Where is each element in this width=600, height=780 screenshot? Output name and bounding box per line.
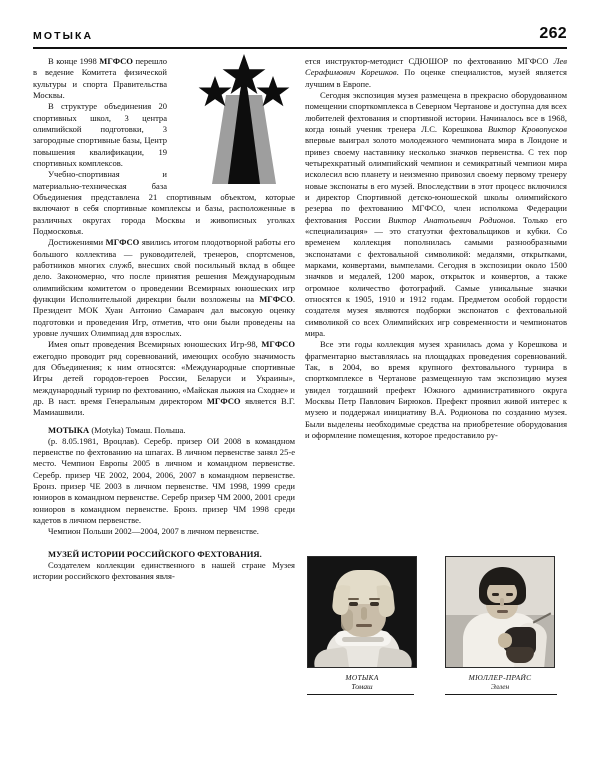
achievements-part-a: Достижениями xyxy=(48,237,106,248)
achievements-part-c: . Президент МОК Хуан Антонио Самаранч дал высокую оценку подготовки и проведения Игр, отметив, что они были проведены на уровне лучших Олимпиад для взрослых. xyxy=(33,293,295,338)
entry-spacer-2 xyxy=(33,538,295,549)
photo-muller-preis-ellen xyxy=(445,556,555,668)
entry-museum-body: Создателем коллекции единственного в нашей стране Музея истории российского фехтования явля- xyxy=(33,560,295,582)
photo-motyka-tomasz xyxy=(307,556,417,668)
competitions-part-b: ежегодно проводит ряд соревнований, имеющих особую значимость для Объединения; к ним относятся: «Международные спортивные Игры детей городов-героев России, Беларуси и Украины», международный турнир по фехтованию, «Майская лыжня на Сходне» и др. В наст. время Генеральным директором xyxy=(33,350,295,406)
bold-mgfso-4: МГФСО xyxy=(261,339,295,350)
name-rodionov: Виктор Анатольевич Родионов xyxy=(388,214,514,225)
emblem-text-wrap-spacer xyxy=(173,56,295,189)
exposition-part-c: . Только его «специализация» — это статуэтки фехтовальщиков и кубки. Со временем коллекция пополнилась самыми разнообразными экспонатами с фехтовальной символикой: медалями, открытками, марками, конвертами, вымпелами. Сегодня в экспозиции около 1500 значков и медалей, 1200 марок, открыток и конвертов, а также огромное количество фотографий. Самые уникальные значки относятся к 1905, 1910 и 1912 годам. Предметом особой гордости создателя музея являются подборки экспонатов с фехтовальной символикой со всех Олимпийских игр современности и чемпионатов мира. xyxy=(305,214,567,338)
caption-surname: МЮЛЛЕР-ПРАЙС xyxy=(468,673,532,682)
name-koreshkov: Лев Серафимович Корешков xyxy=(305,56,567,78)
curator-part-a: ется инструктор-методист СДЮШОР по фехтованию МГФСО xyxy=(305,56,554,66)
entry-motyka-body-2: Чемпион Польши 2002—2004, 2007 в личном первенстве. xyxy=(48,526,259,537)
figure-group xyxy=(305,556,567,716)
paragraph-museum-curator xyxy=(305,56,567,90)
right-text-column xyxy=(305,56,567,441)
curator-part-b: . По оценке специалистов, музей является лучшим в Европе. xyxy=(305,67,567,89)
entry-museum xyxy=(33,549,295,560)
achievements-part-b: явились итогом плодотворной работы его большого коллектива — руководителей, тренеров, спортсменов, работников многих служб, внесших свой посильный вклад в общее дело. Закономерно, что после принятия решения Международным олимпийским комитетом о проведении Всемирных юношеских игр функции Исполнительной дирекции были возложены на xyxy=(33,237,295,304)
entry-museum-headword: МУЗЕЙ ИСТОРИИ РОССИЙСКОГО ФЕХТОВАНИЯ. xyxy=(48,548,262,559)
competitions-part-c: является В.Г. Мамиашвили. xyxy=(33,395,295,418)
exposition-part-a: Сегодня экспозиция музея размещена в прекрасно оборудованном помещении спорткомплекса в Северном Чертанове и доступна для всех любителей фехтования и спортивной истории. Начиналось все в 1968, когда юный ученик тренера Л.С. Корешкова xyxy=(305,89,567,134)
figure-rule xyxy=(445,694,557,695)
paragraph-competitions xyxy=(33,339,295,418)
paragraph-training-base: Учебно-спортивная и материально-техническая база Объединения представлена 21 спортивным объектом, которые включают в себя спортивные комплексы и базы, расположенные в различных округах города Москвы и живописных уголках Подмосковья. xyxy=(33,169,295,236)
name-krovopuskov: Виктор Кровопусков xyxy=(487,123,567,134)
bold-mgfso: МГФСО xyxy=(99,56,133,66)
running-head-title: МОТЫКА xyxy=(33,30,94,42)
figure-caption-muller-preis xyxy=(445,673,555,692)
figure-rule xyxy=(307,694,414,695)
entry-motyka-headword: МОТЫКА xyxy=(48,424,90,435)
entry-motyka-lead: (Motyka) Томаш. Польша. xyxy=(89,424,186,435)
figure-motyka xyxy=(307,556,417,695)
paragraph-museum-history: Все эти годы коллекция музея хранилась дома у Корешкова и фрагментарно выставлялась на площадках проведения соревнований. Так, в 2004, во время крупного фехтовального турнира в спорткомплексе в Чертанове размещенную там экспозицию музея увидел тогдашний префект Южного административного округа Москвы Петр Павлович Бирюков. Префект проявил живой интерес к музею и поддержал инициативу В.А. Родионова по созданию музея. Были выделены необходимые средства на приобретение оборудования и оформление помещения, которое предоставило ру- xyxy=(305,339,567,440)
paragraph-mgfso-transfer: В конце 1998 МГФСО перешло в ведение Комитета физической культуры и спорта Правительства Москвы. xyxy=(33,56,167,100)
entry-motyka-body: (р. 8.05.1981, Вроцлав). Серебр. призер ОИ 2008 в командном первенстве по фехтованию на шпагах. В личном первенстве занял 25-е место. Чемпион Европы 2005 в личном и командном первенстве. Серебр. призер ЧЕ 2002, 2004, 2006, 2007 в командном первенстве. Бронз. призер ЧЕ 2003 в личном первенстве. ЧМ 1998, 1999 среди юниоров в командном первенстве. Серебр призер ЧМ 2000, 2001 среди юниоров в командном первенстве. Бронз. призер ЧМ 1998 среди кадетов в личном первенстве. xyxy=(33,435,295,526)
paragraph-achievements xyxy=(33,237,295,339)
caption-given-name: Эллен xyxy=(490,682,510,692)
competitions-part-a: Имея опыт проведения Всемирных юношеских Игр-98, xyxy=(48,339,262,350)
left-text-column xyxy=(33,56,295,583)
paragraph-structure: В структуре объединения 20 спортивных школ, 3 центра олимпийской подготовки, 3 загородные спортивные базы, Центр повышения квалификации, 19 спортивных комплексов. xyxy=(33,101,167,168)
bold-mgfso-3: МГФСО xyxy=(259,293,293,304)
page-number: 262 xyxy=(539,25,567,42)
caption-given-name: Томаш xyxy=(351,682,373,692)
bold-mgfso-2: МГФСО xyxy=(105,237,140,248)
figure-muller-preis xyxy=(445,556,555,695)
exposition-part-b: впервые выиграл золото молодежного чемпионата мира в Лондоне и привез своему наставнику несколько значков первенства. С тех пор четырехкратный олимпийский чемпион и семикратный чемпион мира исколесил всю планету и неизменно привозил своему первому тренеру новые экспонаты в его музей. Впоследствии в этот процесс включился и директор Спортивной детско-юношеской школы олимпийского резерва по фехтованию МГФСО, член исполкома Федерации фехтования России xyxy=(305,135,567,225)
caption-surname: МОТЫКА xyxy=(345,673,379,682)
paragraph-museum-exposition xyxy=(305,90,567,339)
figure-caption-motyka xyxy=(307,673,417,692)
bold-mgfso-5: МГФСО xyxy=(206,395,241,406)
running-head xyxy=(33,25,567,52)
entry-motyka xyxy=(33,425,295,436)
header-rule xyxy=(33,47,567,49)
